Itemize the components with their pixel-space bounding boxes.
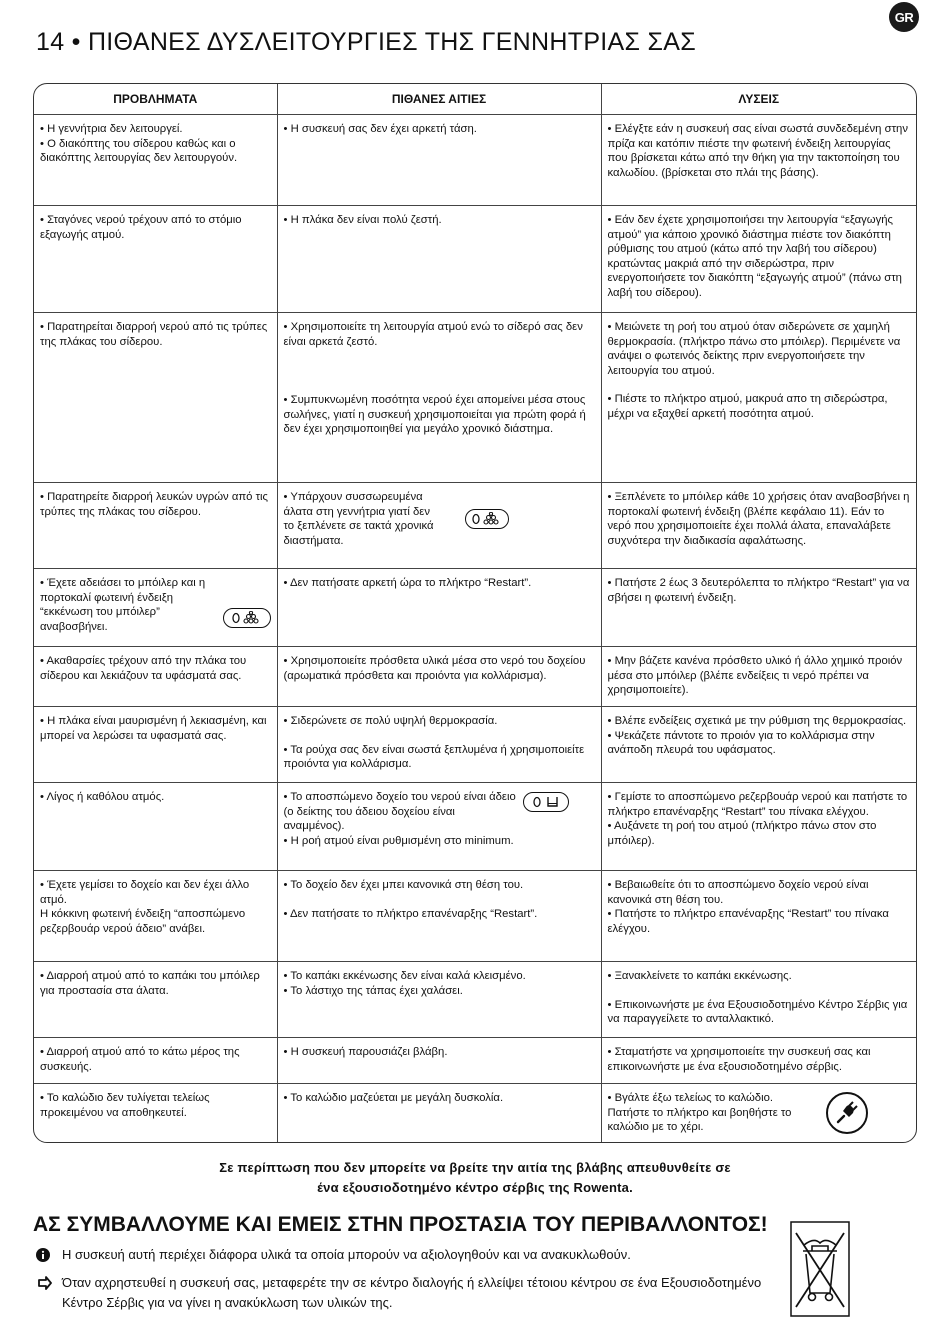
cause-cell [277,647,601,707]
solution-text: • Πατήστε 2 έως 3 δευτερόλεπτα το πλήκτρο “Restart” για να σβήσει η φωτεινή ένδειξη. [607,577,910,604]
problem-text: • Παρατηρείτε διαρροή λευκών υγρών από τις τρύπες της πλάκας του σίδερου. [40,491,268,518]
water-tank-indicator-icon [523,792,569,812]
solution-cell [601,569,916,647]
table-row [34,1038,916,1084]
solution-text: • Γεμίστε το αποσπώμενο ρεζερβουάρ νερού και πατήστε το πλήκτρο επανέναρξης “Restart” του πίνακα ελέγχου. [607,791,908,818]
cause-text: • Υπάρχουν συσσωρευμένα άλατα στη γεννήτρια γιατί δεν το ξεπλένετε σε τακτά χρονικά διαστήματα. [283,491,434,547]
solution-cell [601,313,916,483]
table-row [34,647,916,707]
table-header-row [34,84,916,115]
solution-text: • Πατήστε το πλήκτρο επανέναρξης “Restart” του πίνακα ελέγχου. [607,908,889,935]
environment-title: ΑΣ ΣΥΜΒΑΛΛΟΥΜΕ ΚΑΙ ΕΜΕΙΣ ΣΤΗΝ ΠΡΟΣΤΑΣΙΑ ΤΟΥ ΠΕΡΙΒΑΛΛΟΝΤΟΣ! [33,1213,768,1236]
solution-cell [601,871,916,962]
environment-info-line [36,1245,776,1268]
header-problems: ΠΡΟΒΛΗΜΑΤΑ [34,84,277,115]
cause-text: • Η πλάκα δεν είναι πολύ ζεστή. [283,214,442,226]
table-row [34,313,916,483]
table-row [34,483,916,569]
service-note-line: Σε περίπτωση που δεν μπορείτε να βρείτε την αιτία της βλάβης απευθυνθείτε σε [219,1160,731,1175]
solution-text: • Σταματήστε να χρησιμοποιείτε την συσκευή σας και επικοινωνήστε με ένα εξουσιοδοτημένο σέρβις. [607,1046,871,1073]
cause-text: • Η ροή ατμού είναι ρυθμισμένη στο minimum. [283,834,514,847]
problem-text: • Η γεννήτρια δεν λειτουργεί. [40,123,183,135]
cause-text: • Το λάστιχο της τάπας έχει χαλάσει. [283,984,463,997]
table-row [34,871,916,962]
problem-cell [34,1084,277,1144]
cause-cell [277,115,601,206]
solution-text: • Βγάλτε έξω τελείως το καλώδιο. Πατήστε το πλήκτρο και βοηθήστε το καλώδιο με το χέρι. [607,1092,792,1134]
cause-cell [277,206,601,313]
solution-text: • Ξεπλένετε το μπόιλερ κάθε 10 χρήσεις όταν αναβοσβήνει η πορτοκαλί φωτεινή ένδειξη (βλέπε κεφάλαιο 11). Εάν το νερό που χρησιμοποιείτε έχει πολλά άλατα, επαναλάβετε συχνότερα την διαδικασία αφαλάτωσης. [607,491,910,547]
cause-cell [277,1038,601,1084]
solution-with-icon [608,1091,911,1135]
cause-text: • Χρησιμοποιείτε τη λειτουργία ατμού ενώ το σίδερό σας δεν είναι αρκετά ζεστό. [283,321,583,348]
solution-text: • Ψεκάζετε πάντοτε το προιόν για το κολλάρισμα στην ανάποδη πλευρά του υφάσματος. [607,729,875,757]
problem-cell [34,707,277,783]
cord-rewind-icon [826,1092,868,1134]
solution-text: • Βεβαιωθείτε ότι το αποσπώμενο δοχείο νερού είναι κανονικά στη θέση του. [607,879,869,906]
table-row [34,707,916,783]
cause-cell [277,962,601,1038]
problem-text: • Έχετε γεμίσει το δοχείο και δεν έχει άλλο ατμό. [40,879,250,906]
cause-cell [277,783,601,871]
problem-text: • Ο διακόπτης του σίδερου καθώς και ο διακόπτης λειτουργίας δεν λειτουργούν. [40,137,238,165]
service-note [0,1158,950,1198]
arrow-icon [36,1273,54,1313]
solution-text: • Βλέπε ενδείξεις σχετικά με την ρύθμιση της θερμοκρασίας. [607,715,907,727]
solution-cell [601,483,916,569]
cause-cell [277,707,601,783]
solution-text: • Αυξάνετε τη ροή του ατμού (πλήκτρο πάνω στον στο μπόιλερ). [607,820,877,847]
cause-text: • Σιδερώνετε σε πολύ υψηλή θερμοκρασία. [283,715,498,727]
cause-text: • Τα ρούχα σας δεν είναι σωστά ξεπλυμένα ή χρησιμοποιείτε προιόντα για κολλάρισμα. [283,743,585,771]
page-title: 14 • ΠΙΘΑΝΕΣ ΔΥΣΛΕΙΤΟΥΡΓΙΕΣ ΤΗΣ ΓΕΝΝΗΤΡΙΑΣ ΣΑΣ [36,28,696,56]
problem-cell [34,1038,277,1084]
solution-cell [601,647,916,707]
cause-with-icon [284,490,595,548]
cause-cell [277,871,601,962]
solution-text: • Μειώνετε τη ροή του ατμού όταν σιδερώνετε σε χαμηλή θερμοκρασία. (πλήκτρο πάνω στο μπόιλερ). Περιμένετε να ανάψει ο φωτεινός δείκτης πριν ενεργοποιήσετε την λειτουργία του ατμού. [607,321,901,377]
table-row [34,962,916,1038]
problem-text: • Παρατηρείται διαρροή νερού από τις τρύπες της πλάκας του σίδερου. [40,321,268,348]
table-row [34,569,916,647]
info-icon [36,1245,54,1268]
problem-text: • Σταγόνες νερού τρέχουν από το στόμιο εξαγωγής ατμού. [40,214,242,241]
cause-text: • Το καπάκι εκκένωσης δεν είναι καλά κλεισμένο. [283,970,526,982]
cause-text: • Δεν πατήσατε το πλήκτρο επανέναρξης “Restart”. [283,907,538,920]
cause-cell [277,483,601,569]
problem-cell [34,783,277,871]
cause-text: • Το καλώδιο μαζεύεται με μεγάλη δυσκολία. [283,1092,504,1104]
problem-text: • Το καλώδιο δεν τυλίγεται τελείως προκειμένου να αποθηκευτεί. [40,1092,210,1119]
solution-text: • Εάν δεν έχετε χρησιμοποιήσει την λειτουργία “εξαγωγής ατμού” για κάποιο χρονικό διάστημα πιέστε τον διακόπτη ρύθμισης του ατμού (κάτω από την λαβή του σίδερου) κρατώντας μακριά από την σιδερώστρα, πριν ενεργοποιήσετε τον διακόπτη “εξαγωγής ατμού” (πάνω στη λαβή του σίδερου). [607,214,902,299]
problem-cell [34,483,277,569]
solution-text: • Επικοινωνήστε με ένα Εξουσιοδοτημένο Κέντρο Σέρβις για να παραγγείλετε το ανταλλακτικό. [607,998,908,1026]
solution-cell [601,115,916,206]
decalc-indicator-icon [223,608,271,628]
solution-text: • Ξανακλείνετε το καπάκι εκκένωσης. [607,970,792,982]
table-row [34,783,916,871]
table-row [34,206,916,313]
cause-text: • Το δοχείο δεν έχει μπει κανονικά στη θέση του. [283,879,524,891]
cause-cell [277,569,601,647]
problem-cell [34,962,277,1038]
cause-text: • Το αποσπώμενο δοχείο του νερού είναι άδειο (ο δείκτης του άδειου δοχείου είναι αναμμένος). [283,791,516,833]
cause-cell [277,313,601,483]
solution-cell [601,783,916,871]
table-row [34,115,916,206]
cause-text: • Η συσκευή σας δεν έχει αρκετή τάση. [283,123,477,135]
cause-text: • Η συσκευή παρουσιάζει βλάβη. [283,1046,448,1058]
problem-text: • Λίγος ή καθόλου ατμός. [40,791,165,803]
header-causes: ΠΙΘΑΝΕΣ ΑΙΤΙΕΣ [277,84,601,115]
problem-text: • Ακαθαρσίες τρέχουν από την πλάκα του σίδερου και λεκιάζουν τα υφάσματά σας. [40,655,247,682]
cause-text: • Συμπυκνωμένη ποσότητα νερού έχει απομείνει μέσα στους σωλήνες, γιατί η συσκευή χρησιμοποιείται για πρώτη φορά ή δεν έχει χρησιμοποιηθεί για μεγάλο χρονικό διάστημα. [283,394,586,436]
environment-disposal-line [36,1273,776,1313]
environment-disposal-text: Όταν αχρηστευθεί η συσκευή σας, μεταφερέτε την σε κέντρο διαλογής ή ελλείψει τέτοιου κέντρου σε ένα Εξουσιοδοτημένο Κέντρο Σέρβις για να γίνει η ανακύκλωση των υλικών της. [62,1275,762,1310]
table-row [34,1084,916,1144]
cause-cell [277,1084,601,1144]
solution-cell [601,1084,916,1144]
problem-with-icon [40,576,271,634]
problem-text: • Η πλάκα είναι μαυρισμένη ή λεκιασμένη, και μπορεί να λερώσει τα υφασματά σας. [40,715,267,742]
cause-text: • Χρησιμοποιείτε πρόσθετα υλικά μέσα στο νερό του δοχείου (αρωματικά πρόσθετα και προιόντα για κολλάρισμα). [283,655,586,682]
problem-cell [34,871,277,962]
problem-cell [34,569,277,647]
problem-text: • Έχετε αδειάσει το μπόιλερ και η πορτοκαλί φωτεινή ένδειξη “εκκένωση του μπόιλερ” αναβοσβήνει. [40,577,206,633]
troubleshooting-table [33,83,917,1143]
environment-info-text: Η συσκευή αυτή περιέχει διάφορα υλικά τα οποία μπορούν να αξιολογηθούν και να ανακυκλωθούν. [62,1247,631,1262]
solution-cell [601,962,916,1038]
solution-cell [601,206,916,313]
crossed-bin-icon [790,1221,850,1317]
problem-cell [34,313,277,483]
solution-cell [601,1038,916,1084]
solution-cell [601,707,916,783]
solution-text: • Πιέστε το πλήκτρο ατμού, μακρυά απο τη σιδερώστρα, μέχρι να εξαχθεί αρκετή ποσότητα ατμού. [607,393,888,420]
header-solutions: ΛΥΣΕΙΣ [601,84,916,115]
problem-text: Η κόκκινη φωτεινή ένδειξη “αποσπώμενο ρεζερβουάρ νερού άδειο” ανάβει. [40,908,246,935]
problem-cell [34,206,277,313]
cause-text: • Δεν πατήσατε αρκετή ώρα το πλήκτρο “Restart”. [283,577,532,589]
service-note-line: ένα εξουσιοδοτημένο κέντρο σέρβις της Rowenta. [317,1180,633,1195]
problem-text: • Διαρροή ατμού από το κάτω μέρος της συσκευής. [40,1046,240,1073]
language-badge: GR [889,2,919,32]
problem-cell [34,115,277,206]
problem-cell [34,647,277,707]
cause-with-icon [284,790,595,834]
problem-text: • Διαρροή ατμού από το καπάκι του μπόιλερ για προστασία στα άλατα. [40,970,260,997]
solution-text: • Ελέγξτε εάν η συσκευή σας είναι σωστά συνδεδεμένη στην πρίζα και κατόπιν πιέστε την φωτεινή ένδειξη λειτουργίας που βρίσκεται κάτω από την θήκη για την τακτοποίηση του καλωδίου. (βρίσκεται στο πλάι της βάσης). [607,123,908,179]
decalc-indicator-icon [465,509,509,529]
solution-text: • Μην βάζετε κανένα πρόσθετο υλικό ή άλλο χημικό προιόν μέσα στο μπόιλερ (βλέπε ενδείξεις τι νερό πρέπει να χρησιμοποιείτε). [607,655,903,697]
